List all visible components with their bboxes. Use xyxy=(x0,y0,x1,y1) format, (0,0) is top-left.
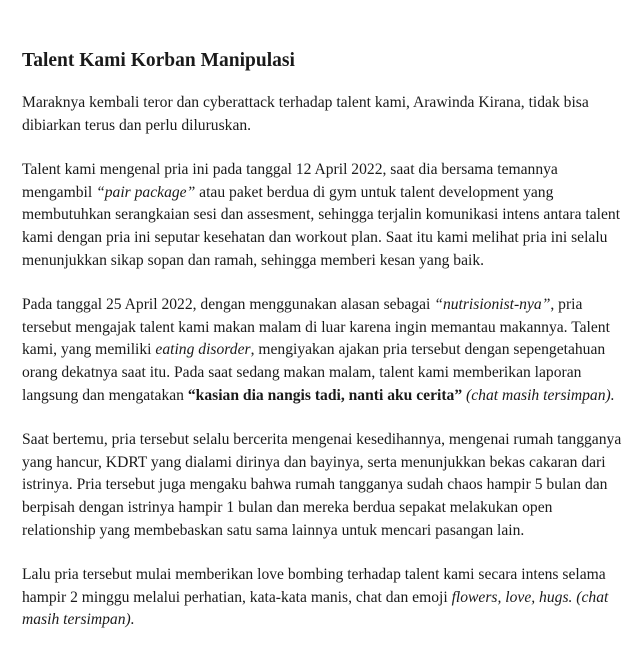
paragraph-meeting-text-2: atau paket berdua di gym untuk talent development yang membutuhkan serangkaian sesi dan assesment, sehingga terjalin komunikasi intens antara talent kami dengan pria ini seputar kesehatan dan workout plan. Saat itu kami melihat pria ini selalu menunjukkan sikap sopan dan ramah, sehingga memberi kesan yang baik. xyxy=(22,183,621,269)
paragraph-dinner xyxy=(22,294,622,407)
emoji-list: flowers, love, hugs. (chat masih tersimpan). xyxy=(22,588,609,629)
document xyxy=(22,48,622,654)
document-title: Talent Kami Korban Manipulasi xyxy=(22,50,295,71)
paragraph-dinner-text-1: Pada tanggal 25 April 2022, dengan menggunakan alasan sebagai xyxy=(22,296,435,314)
paragraph-intro: Maraknya kembali teror dan cyberattack terhadap talent kami, Arawinda Kirana, tidak bisa dibiarkan terus dan perlu diluruskan. xyxy=(22,94,589,134)
kasian-quote: “kasian dia nangis tadi, nanti aku cerita” xyxy=(187,386,463,404)
paragraph-meeting xyxy=(22,159,622,272)
paragraph-stories: Saat bertemu, pria tersebut selalu bercerita mengenai kesedihannya, mengenai rumah tangganya yang hancur, KDRT yang dialami dirinya dan bayinya, serta menunjukkan bekas cakaran dari istrinya. Pria tersebut juga mengaku bahwa rumah tangganya sudah chaos hampir 5 bulan dan berpisah dengan istrinya hampir 1 bulan dan mereka berdua sepakat melakukan open relationship yang membebaskan satu sama lainnya untuk mencari pasangan lain. xyxy=(22,431,622,539)
paragraph-love-bombing-text: Lalu pria tersebut mulai memberikan love bombing terhadap talent kami secara intens selama hampir 2 minggu melalui perhatian, kata-kata manis, chat dan emoji xyxy=(22,566,606,606)
pair-package-quote: “pair package” xyxy=(96,183,196,201)
paragraph-dinner-text-2: , pria tersebut mengajak talent kami makan malam di luar karena ingin memantau makannya. Talent kami, yang memiliki xyxy=(22,296,610,359)
paragraph-love-bombing xyxy=(22,564,622,632)
eating-disorder-term: eating disorder xyxy=(155,341,251,359)
paragraph-meeting-text-1: Talent kami mengenal pria ini pada tanggal 12 April 2022, saat dia bersama temannya mengambil xyxy=(22,161,558,201)
paragraph-dinner-text-3: , mengiyakan ajakan pria tersebut dengan sepengetahuan orang dekatnya saat itu. Pada saat sedang makan malam, talent kami memberikan laporan langsung dan mengatakan xyxy=(22,341,606,404)
nutrisionist-quote: “nutrisionist-nya” xyxy=(434,296,551,314)
chat-note: (chat masih tersimpan). xyxy=(466,386,615,404)
